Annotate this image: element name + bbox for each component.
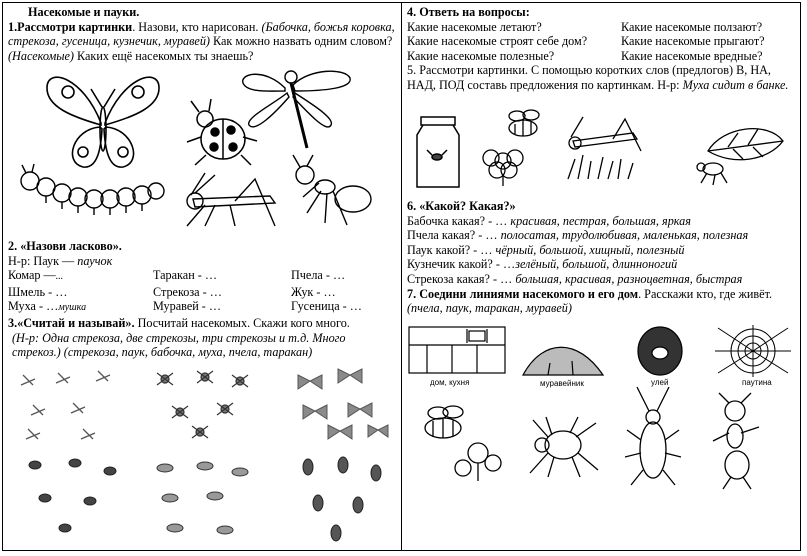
dragonfly-picture [235, 63, 365, 153]
caption-anthill: муравейник [540, 379, 584, 388]
task2-row [8, 299, 396, 316]
task7-hint: (пчела, паук, таракан, муравей) [407, 301, 572, 316]
task3-list: (стрекоза, паук, бабочка, муха, пчела, таракан) [60, 345, 313, 360]
task4-row [407, 20, 797, 35]
cockroaches-group [288, 455, 393, 545]
task2-cell-answer: мушка [58, 302, 87, 314]
ant-picture [285, 153, 380, 233]
task6-answer: чёрный, большой, хищный, полезный [495, 242, 685, 257]
task7-title: 7. Соедини линиями насекомого и его дом [407, 286, 639, 301]
task2-cell: Шмель - … [8, 284, 68, 299]
task3-hint-line [8, 331, 396, 360]
task7-instructions: . Расскажи кто, где живёт. [638, 286, 773, 301]
task6-item [407, 257, 797, 272]
task4-title: 4. Ответь на вопросы: [407, 5, 530, 19]
task3-hint: (Н-р: Одна стрекоза, две стрекозы, три стрекозы и т.д. Много стрекоз.) [12, 330, 346, 360]
spiders-group [145, 367, 265, 447]
task5-text [407, 63, 797, 92]
column-divider [401, 3, 402, 550]
caption-kitchen: дом, кухня [430, 378, 470, 387]
task3-title: 3.«Считай и называй». [8, 315, 135, 330]
task2-example-prefix: Н-р: Паук — [8, 253, 78, 268]
task6-block [407, 199, 797, 316]
task6-question: Паук какой? - … [407, 242, 496, 257]
task2-example [8, 254, 396, 269]
beehive-picture [628, 323, 693, 378]
caption-beehive: улей [651, 378, 669, 387]
task1-text-c: Каких ещё насекомых ты знаешь? [73, 48, 254, 63]
dragonflies-group [13, 365, 133, 445]
task2-row [8, 285, 396, 300]
task2-row [8, 268, 396, 285]
task6-item [407, 243, 797, 258]
task2-cell: Таракан - … [153, 268, 218, 283]
task5-instructions: 5. Рассмотри картинки. С помощью коротких слов (предлогов) В, НА, НАД, ПОД составь предложения по картинкам. Н-р: [407, 63, 771, 92]
grasshopper-picture [175, 171, 285, 236]
task1-hint: (Бабочка, божья коровка, стрекоза, гусеница, кузнечик, муравей) [8, 19, 395, 49]
task6-question: Кузнечик какой? - … [407, 257, 516, 272]
anthill-picture [518, 333, 608, 378]
task2-cell-answer: ... [55, 271, 64, 283]
worksheet-page [2, 2, 801, 551]
task4-row [407, 34, 797, 49]
task6-question: Стрекоза какая? - … [407, 271, 516, 286]
task1-text-a: . Назови, кто нарисован. [132, 19, 262, 34]
task2-cell: Комар — [8, 268, 56, 283]
task2-example-answer: паучок [77, 253, 113, 268]
caterpillar-picture [18, 163, 168, 223]
task4-question: Какие насекомые полезные? [407, 48, 555, 63]
task2-title: 2. «Назови ласково». [8, 239, 122, 253]
task2-cell: Гусеница - … [291, 299, 362, 314]
ant-standing-picture [703, 391, 773, 491]
task6-question: Пчела какая? - … [407, 228, 501, 243]
task2-cell: Муравей - … [153, 299, 222, 314]
task6-item [407, 228, 797, 243]
task5-example: Муха сидит в банке. [682, 77, 789, 92]
bee-above-flower-picture [473, 106, 553, 186]
task1-answer: (Насекомые) [8, 48, 74, 63]
task4-question: Какие насекомые летают? [407, 19, 542, 34]
bug-under-leaf-picture [683, 121, 788, 191]
left-column [8, 5, 396, 63]
right-column [407, 5, 797, 93]
task4-question: Какие насекомые вредные? [621, 48, 763, 63]
butterflies-group [288, 365, 393, 445]
task2-cell: Муха - … [8, 299, 59, 314]
task2-cell: Стрекоза - … [153, 284, 222, 299]
spider-picture [518, 415, 603, 480]
task6-answer: красивая, пестрая, большая, яркая [510, 213, 691, 228]
kitchen-picture [407, 325, 507, 377]
task6-answer: полосатая, трудолюбивая, маленькая, полезная [500, 228, 749, 243]
bee-on-flowers-picture [408, 403, 508, 483]
task4-question: Какие насекомые строят себе дом? [407, 34, 588, 49]
worksheet-title: Насекомые и пауки. [28, 5, 140, 19]
task1-title: 1.Рассмотри картинки [8, 19, 133, 34]
cockroach-picture [623, 385, 683, 495]
bees-group [145, 458, 265, 543]
task7-text [407, 287, 797, 316]
flies-group [15, 453, 135, 543]
task4-question: Какие насекомые ползают? [621, 19, 763, 34]
task2-block [8, 239, 396, 360]
task6-item [407, 214, 797, 229]
fly-in-jar-picture [411, 113, 466, 193]
task2-cell: Жук - … [291, 284, 336, 299]
grasshopper-on-grass-picture [563, 111, 653, 181]
caption-spiderweb: паутина [742, 378, 772, 387]
task3-text [8, 316, 396, 331]
task4-question: Какие насекомые прыгают? [621, 34, 765, 49]
task3-instructions: Посчитай насекомых. Скажи кого много. [134, 315, 350, 330]
task2-cell: Пчела - … [291, 268, 346, 283]
task6-question: Бабочка какая? - … [407, 213, 511, 228]
spiderweb-picture [713, 323, 793, 378]
task6-title: 6. «Какой? Какая?» [407, 199, 516, 213]
task1-text [8, 20, 396, 64]
task6-answer: большая, красивая, разноцветная, быстрая [515, 271, 743, 286]
task6-item [407, 272, 797, 287]
task1-text-b: Как можно назвать одним словом? [210, 34, 393, 49]
task6-answer: зелёный, большой, длинноногий [515, 257, 678, 272]
task4-row [407, 49, 797, 64]
